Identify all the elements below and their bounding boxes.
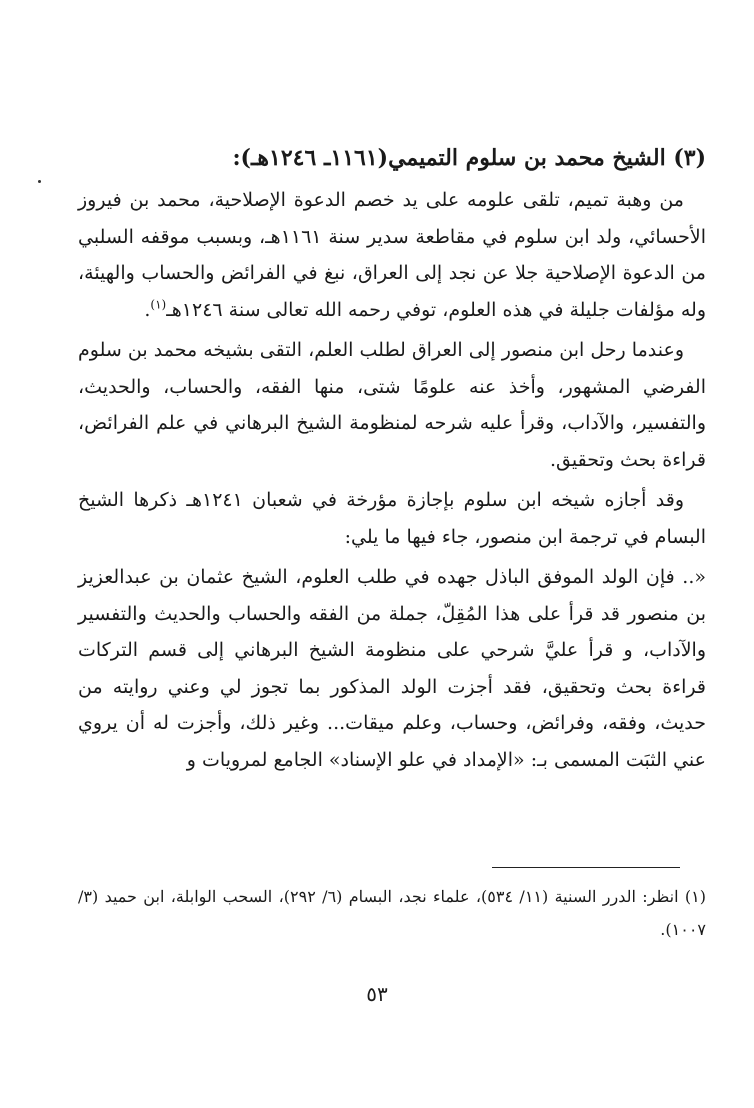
- paragraph-1-end: .: [144, 298, 151, 321]
- footnote-reference[interactable]: (١): [150, 297, 167, 312]
- stray-dot: [38, 180, 41, 183]
- footnote: (١) انظر: الدرر السنية (١١/ ٥٣٤)، علماء نجد، البسام (٦/ ٢٩٢)، السحب الوابلة، ابن حميد (٣/ ١٠٠٧).: [78, 887, 706, 939]
- page-body: [78, 140, 706, 782]
- paragraph-1-text: من وهبة تميم، تلقى علومه على يد خصم الدعوة الإصلاحية، محمد بن فيروز الأحسائي، ولد ابن سلوم في مقاطعة سدير سنة ١١٦١هـ، وبسبب موقفه السلبي من الدعوة الإصلاحية جلا عن نجد إلى العراق، نبغ في الفرائض والحساب والهيئة، وله مؤلفات جليلة في هذه العلوم، توفي رحمه الله تعالى سنة ١٢٤٦هـ: [78, 189, 707, 321]
- page-number: ٥٣: [366, 982, 388, 1006]
- paragraph-1: [78, 182, 706, 328]
- paragraph-2: وعندما رحل ابن منصور إلى العراق لطلب العلم، التقى بشيخه محمد بن سلوم الفرضي المشهور، وأخذ عنه علومًا شتى، منها الفقه، والحساب، والحديث، والتفسير، والآداب، وقرأ عليه شرحه لمنظومة الشيخ البرهاني في علم الفرائض، قراءة بحث وتحقيق.: [78, 339, 706, 471]
- footnote-separator: [492, 867, 680, 868]
- paragraph-3: وقد أجازه شيخه ابن سلوم بإجازة مؤرخة في شعبان ١٢٤١هـ ذكرها الشيخ البسام في ترجمة ابن منصور، جاء فيها ما يلي:: [78, 489, 706, 548]
- quotation-paragraph: «.. فإن الولد الموفق الباذل جهده في طلب العلوم، الشيخ عثمان بن عبدالعزيز بن منصور قد قرأ على هذا المُقِلّ، جملة من الفقه والحساب والحديث والتفسير والآداب، و قرأ عليَّ شرحي على منظومة الشيخ البرهاني إلى قسم التركات قراءة بحث وتحقيق، فقد أجزت الولد المذكور بما تجوز لي وعني روايته من حديث، وفقه، وفرائض، وحساب، وعلم ميقات... وغير ذلك، وأجزت له أن يروي عني الثبَت المسمى بـ: «الإمداد في علو الإسناد» الجامع لمرويات و: [78, 566, 706, 771]
- section-heading: (٣) الشيخ محمد بن سلوم التميمي(١١٦١ـ ١٢٤٦هـ):: [232, 145, 706, 171]
